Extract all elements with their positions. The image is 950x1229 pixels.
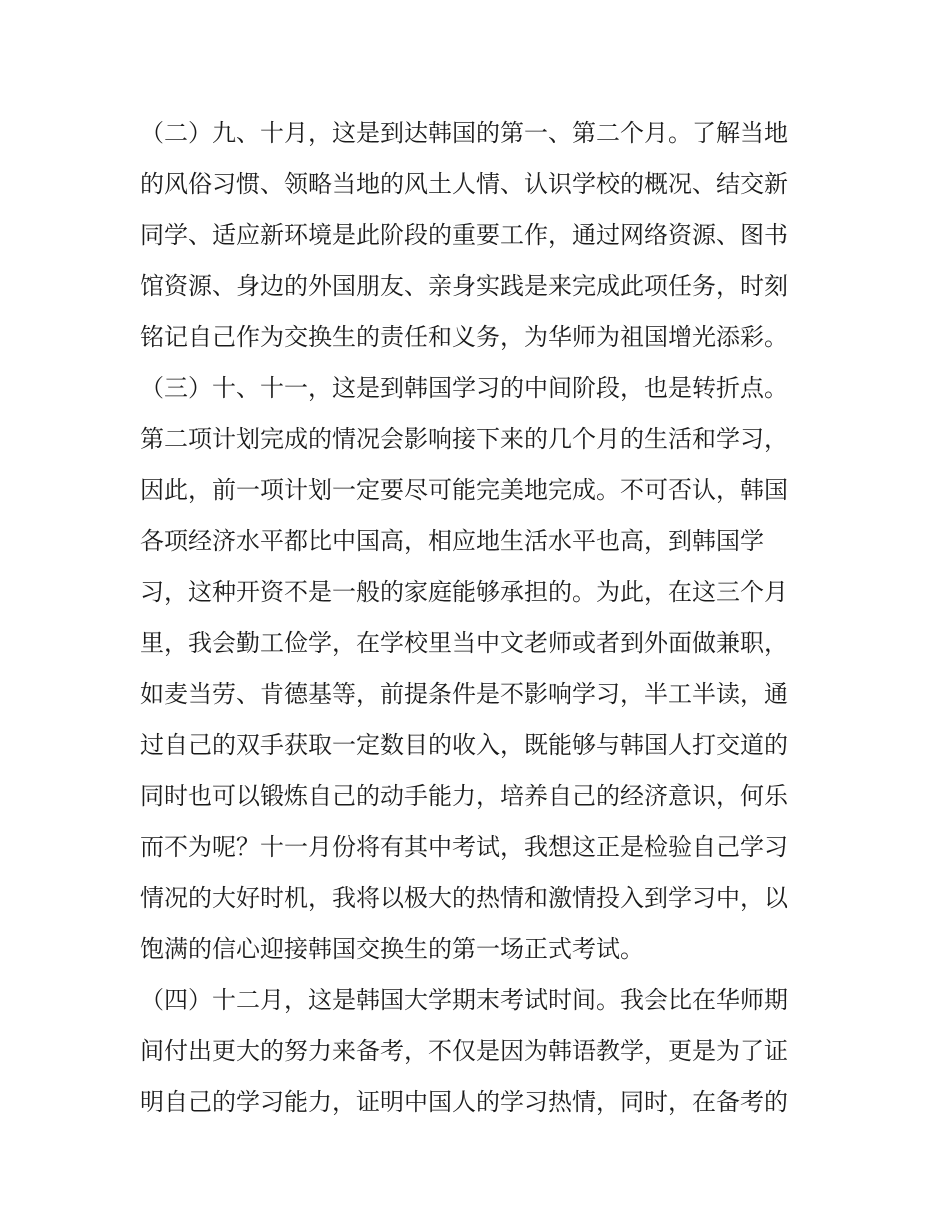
text-line: 如麦当劳、肯德基等，前提条件是不影响学习，半工半读，通 — [140, 680, 788, 708]
text-line: 间付出更大的努力来备考，不仅是因为韩语教学，更是为了证 — [140, 1037, 788, 1065]
text-line: 第二项计划完成的情况会影响接下来的几个月的生活和学习， — [140, 425, 788, 453]
text-line: （四）十二月，这是韩国大学期末考试时间。我会比在华师期 — [140, 986, 788, 1014]
text-line: 馆资源、身边的外国朋友、亲身实践是来完成此项任务，时刻 — [140, 272, 788, 300]
text-line: 铭记自己作为交换生的责任和义务，为华师为祖国增光添彩。 — [140, 323, 788, 351]
text-line: 过自己的双手获取一定数目的收入，既能够与韩国人打交道的 — [140, 731, 788, 759]
text-line: 而不为呢？十一月份将有其中考试，我想这正是检验自己学习 — [140, 833, 788, 861]
text-line: 习，这种开资不是一般的家庭能够承担的。为此，在这三个月 — [140, 578, 788, 606]
text-line: 的风俗习惯、领略当地的风土人情、认识学校的概况、结交新 — [140, 170, 788, 198]
text-line: 因此，前一项计划一定要尽可能完美地完成。不可否认，韩国 — [140, 476, 788, 504]
text-line: （三）十、十一，这是到韩国学习的中间阶段，也是转折点。 — [140, 374, 788, 402]
text-line: 各项经济水平都比中国高，相应地生活水平也高，到韩国学 — [140, 527, 764, 555]
text-line: （二）九、十月，这是到达韩国的第一、第二个月。了解当地 — [140, 119, 788, 147]
text-line: 饱满的信心迎接韩国交换生的第一场正式考试。 — [140, 935, 644, 963]
body-text — [140, 108, 820, 1128]
text-line: 情况的大好时机，我将以极大的热情和激情投入到学习中，以 — [140, 884, 788, 912]
text-line: 同时也可以锻炼自己的动手能力，培养自己的经济意识，何乐 — [140, 782, 788, 810]
text-line: 明自己的学习能力，证明中国人的学习热情，同时，在备考的 — [140, 1088, 788, 1116]
text-line: 同学、适应新环境是此阶段的重要工作，通过网络资源、图书 — [140, 221, 788, 249]
text-line: 里，我会勤工俭学，在学校里当中文老师或者到外面做兼职， — [140, 629, 788, 657]
